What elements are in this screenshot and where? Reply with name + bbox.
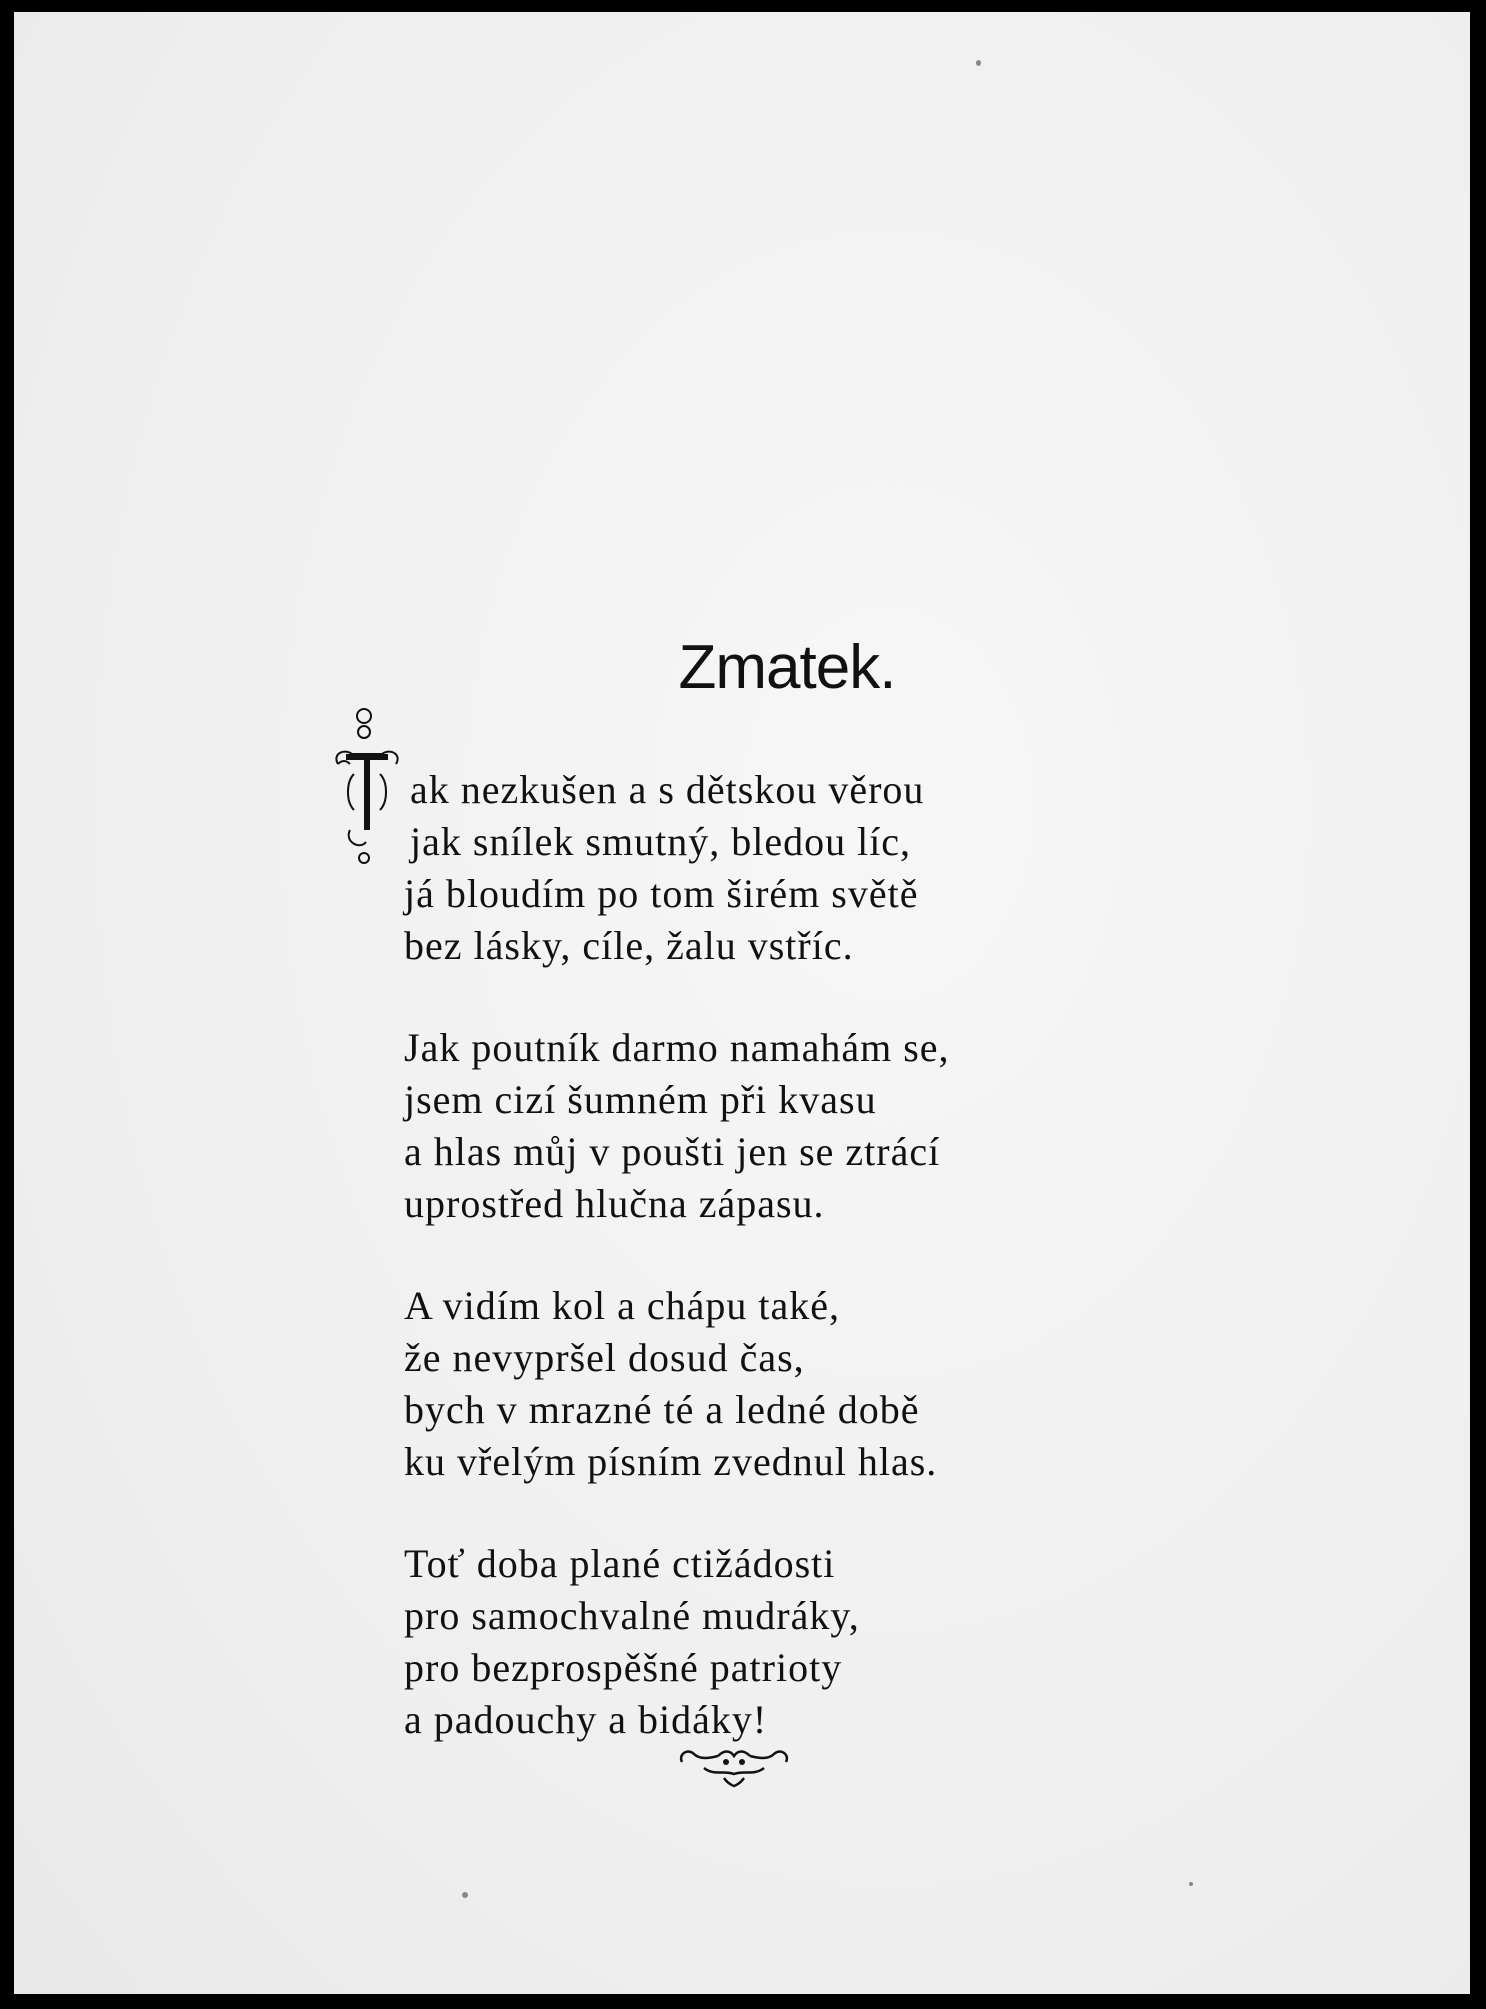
verse-line: pro bezprospěšné patrioty (404, 1645, 843, 1690)
poem-body (404, 764, 1204, 1796)
paper-speck (976, 60, 981, 66)
stanza (404, 1280, 1204, 1488)
verse-line: ak nezkušen a s dětskou věrou (410, 767, 925, 812)
ornament-flourish-icon (674, 1740, 794, 1790)
verse-line: a padouchy a bidáky! (404, 1697, 768, 1742)
verse-line: že nevypršel dosud čas, (404, 1335, 805, 1380)
verse-line: bez lásky, cíle, žalu vstříc. (404, 923, 854, 968)
stanza (404, 1538, 1204, 1746)
verse-line: bych v mrazné té a ledné době (404, 1387, 920, 1432)
verse-line: já bloudím po tom širém světě (404, 871, 919, 916)
ornamental-initial-t-icon (324, 692, 414, 872)
paper-speck (1189, 1882, 1193, 1886)
verse-line: jsem cizí šumném při kvasu (404, 1077, 877, 1122)
verse-line: uprostřed hlučna zápasu. (404, 1181, 825, 1226)
stanza (404, 1022, 1204, 1230)
book-page (14, 12, 1470, 1994)
paper-speck (462, 1892, 468, 1898)
verse-line: Jak poutník darmo namahám se, (404, 1025, 950, 1070)
verse-line: A vidím kol a chápu také, (404, 1283, 841, 1328)
verse-line: ku vřelým písním zvednul hlas. (404, 1439, 938, 1484)
verse-line: a hlas můj v poušti jen se ztrácí (404, 1129, 941, 1174)
verse-line: Toť doba plané ctižádosti (404, 1541, 836, 1586)
stanza (404, 764, 1204, 972)
verse-line: pro samochvalné mudráky, (404, 1593, 860, 1638)
poem-title: Zmatek. (678, 633, 896, 702)
verse-line: jak snílek smutný, bledou líc, (410, 819, 912, 864)
